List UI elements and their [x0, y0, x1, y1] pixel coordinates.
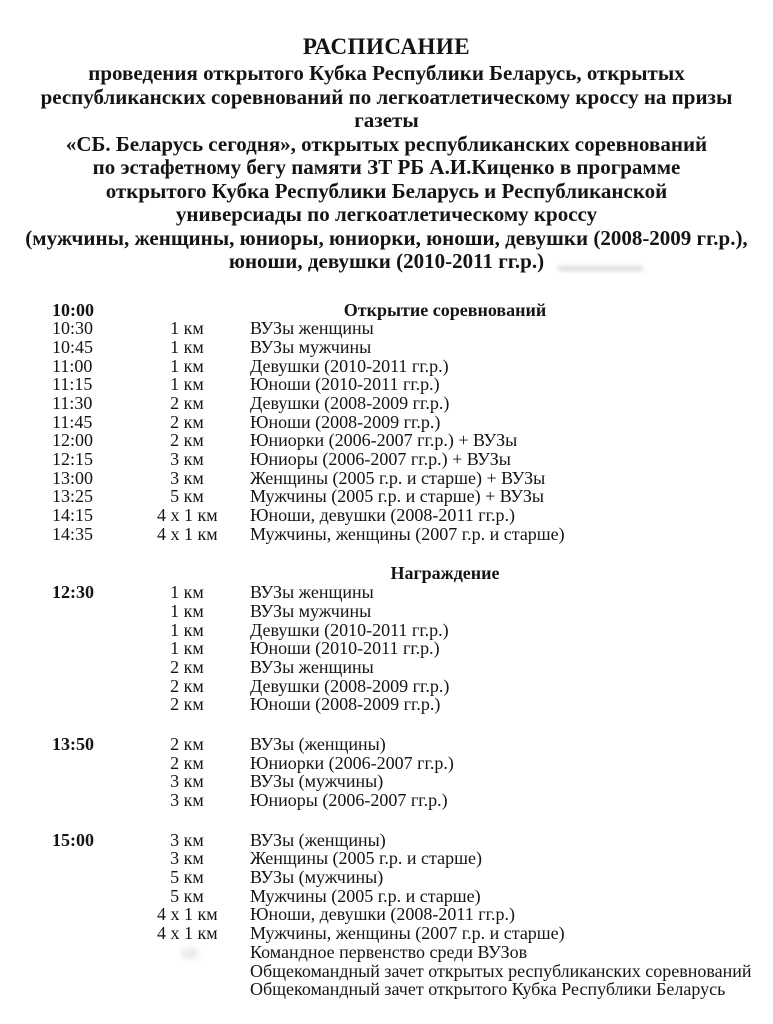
distance-cell: 3 км	[170, 848, 204, 869]
table-row	[52, 677, 757, 696]
distance-cell: 2 км	[170, 752, 204, 773]
distance-cell: 4 х 1 км	[157, 505, 218, 526]
time-cell: 10:30	[52, 318, 94, 339]
time-cell	[52, 791, 157, 810]
time-cell: 15:00	[52, 829, 94, 850]
distance-cell: 4 х 1 км	[157, 523, 218, 544]
time-cell: 13:50	[52, 733, 94, 754]
table-row	[52, 754, 757, 773]
table-row	[52, 695, 757, 714]
time-cell	[52, 905, 157, 924]
distance-cell: 2 км	[170, 694, 204, 715]
time-cell: 11:45	[52, 411, 93, 432]
table-row	[52, 980, 757, 999]
distance-cell: 4 х 1 км	[157, 904, 218, 925]
event-cell: ВУЗы (мужчины)	[250, 867, 384, 888]
distance-cell	[157, 943, 217, 962]
table-row	[52, 887, 757, 906]
distance-cell: 4 х 1 км	[157, 923, 218, 944]
time-cell	[52, 772, 157, 791]
subtitle-line: проведения открытого Кубка Республики Беларусь, открытых	[88, 61, 685, 85]
time-cell	[52, 962, 157, 981]
table-row	[52, 621, 757, 640]
time-cell: 13:00	[52, 467, 94, 488]
table-row	[52, 962, 757, 981]
event-cell: ВУЗы женщины	[250, 582, 374, 603]
schedule-table	[16, 301, 757, 999]
event-cell: Женщины (2005 г.р. и старше)	[250, 848, 482, 869]
time-cell: 10:45	[52, 336, 94, 357]
event-cell: Юниоры (2006-2007 гг.р.) + ВУЗы	[250, 449, 511, 469]
table-row	[52, 868, 757, 887]
time-cell	[52, 564, 157, 583]
table-row	[52, 413, 757, 432]
time-cell	[52, 602, 157, 621]
time-cell: 13:25	[52, 486, 94, 507]
table-row	[52, 639, 757, 658]
event-cell: Мужчины (2005 г.р. и старше)	[250, 885, 481, 906]
table-row	[52, 431, 757, 450]
event-cell: Женщины (2005 г.р. и старше) + ВУЗы	[250, 467, 546, 488]
distance-cell: 2 км	[170, 656, 204, 677]
table-row	[52, 469, 757, 488]
time-cell: 11:15	[52, 374, 93, 395]
table-row	[52, 772, 757, 791]
distance-cell: 5 км	[170, 486, 204, 507]
event-cell: Юниорки (2006-2007 гг.р.) + ВУЗы	[250, 430, 518, 451]
distance-cell: 1 км	[170, 582, 204, 603]
table-row	[52, 450, 757, 469]
distance-cell: 1 км	[170, 600, 204, 621]
subtitle-line: юноши, девушки (2010-2011 гг.р.)	[228, 249, 545, 273]
time-cell: 10:00	[52, 299, 94, 320]
table-row	[52, 394, 757, 413]
distance-cell: 1 км	[170, 318, 204, 339]
event-cell: Мужчины (2005 г.р. и старше) + ВУЗы	[250, 486, 544, 507]
time-cell	[52, 677, 157, 696]
time-cell: 12:15	[52, 449, 94, 469]
event-cell: ВУЗы мужчины	[250, 336, 372, 357]
event-cell: Юноши (2008-2009 гг.р.)	[250, 694, 441, 715]
event-cell: ВУЗы (мужчины)	[250, 771, 384, 792]
event-cell: Командное первенство среди ВУЗов	[250, 941, 528, 962]
table-row	[52, 375, 757, 394]
event-cell: Девушки (2010-2011 гг.р.)	[250, 355, 449, 376]
event-cell: Награждение	[390, 563, 500, 584]
time-cell	[52, 639, 157, 658]
distance-cell: 3 км	[170, 467, 204, 488]
event-cell: ВУЗы мужчины	[250, 600, 372, 621]
event-cell: ВУЗы женщины	[250, 656, 374, 677]
distance-cell: 2 км	[170, 675, 204, 696]
document-title: РАСПИСАНИЕ	[302, 34, 471, 59]
subtitle-line: республиканских соревнований по легкоатлетическому кроссу на призы газеты	[40, 84, 733, 132]
event-cell: ВУЗы (женщины)	[250, 829, 386, 850]
event-cell: Юниорки (2006-2007 гг.р.)	[250, 752, 454, 773]
time-cell	[52, 695, 157, 714]
distance-cell: 1 км	[170, 336, 204, 357]
time-cell	[52, 924, 157, 943]
subtitle-line: (мужчины, женщины, юниоры, юниорки, юноши, девушки (2008-2009 гг.р.),	[25, 225, 748, 250]
time-cell	[52, 868, 157, 887]
table-row	[52, 487, 757, 506]
table-row	[52, 357, 757, 376]
distance-cell: 1 км	[170, 638, 204, 659]
time-cell	[52, 887, 157, 906]
time-cell: 14:35	[52, 523, 94, 544]
time-cell	[52, 658, 157, 677]
table-row	[52, 735, 757, 754]
event-cell: Общекомандный зачет открытого Кубка Республики Беларусь	[250, 979, 726, 1000]
distance-cell	[157, 564, 217, 583]
distance-cell: 5 км	[170, 885, 204, 906]
time-cell: 12:30	[52, 582, 94, 603]
distance-cell: 2 км	[170, 411, 204, 432]
time-cell	[52, 621, 157, 640]
time-cell: 11:00	[52, 355, 93, 376]
subtitle-line: универсиады по легкоатлетическому кроссу	[175, 202, 598, 226]
table-row	[52, 658, 757, 677]
event-cell: Юноши (2008-2009 гг.р.)	[250, 411, 441, 432]
distance-cell: 3 км	[170, 771, 204, 792]
document-header	[16, 34, 757, 274]
event-cell: Юноши, девушки (2008-2011 гг.р.)	[250, 505, 515, 526]
event-cell: Открытие соревнований	[343, 299, 547, 320]
distance-cell: 1 км	[170, 374, 204, 395]
table-row	[52, 525, 757, 544]
table-row	[52, 924, 757, 943]
table-row	[52, 301, 757, 320]
table-row	[52, 338, 757, 357]
table-row	[52, 602, 757, 621]
time-cell: 12:00	[52, 430, 94, 451]
table-row	[52, 791, 757, 810]
time-cell	[52, 943, 157, 962]
time-cell	[52, 849, 157, 868]
event-cell: Юноши, девушки (2008-2011 гг.р.)	[250, 904, 515, 925]
event-cell: ВУЗы (женщины)	[250, 733, 386, 754]
distance-cell	[157, 980, 217, 999]
distance-cell: 2 км	[170, 430, 204, 451]
time-cell	[52, 754, 157, 773]
distance-cell: 3 км	[170, 790, 204, 810]
table-row	[52, 905, 757, 924]
distance-cell: 3 км	[170, 449, 204, 469]
subtitle-line: по эстафетному бегу памяти ЗТ РБ А.И.Киценко в программе	[92, 155, 681, 179]
distance-cell: 2 км	[170, 733, 204, 754]
table-row	[52, 564, 757, 583]
time-cell: 14:15	[52, 505, 94, 526]
time-cell: 11:30	[52, 392, 93, 413]
event-cell: Юниоры (2006-2007 гг.р.)	[250, 790, 448, 810]
document-subtitle	[16, 62, 757, 274]
event-cell: Девушки (2010-2011 гг.р.)	[250, 619, 449, 640]
distance-cell	[157, 962, 217, 981]
distance-cell	[157, 301, 217, 320]
event-cell: Девушки (2008-2009 гг.р.)	[250, 392, 450, 413]
distance-cell: 1 км	[170, 619, 204, 640]
event-cell: Общекомандный зачет открытых республиканских соревнований	[250, 960, 752, 981]
distance-cell: 3 км	[170, 829, 204, 850]
event-cell: Мужчины, женщины (2007 г.р. и старше)	[250, 923, 565, 944]
table-row	[52, 506, 757, 525]
event-cell: Юноши (2010-2011 гг.р.)	[250, 374, 440, 395]
distance-cell: 2 км	[170, 392, 204, 413]
table-row	[52, 319, 757, 338]
subtitle-line: «СБ. Беларусь сегодня», открытых республиканских соревнований	[65, 131, 708, 156]
table-row	[52, 583, 757, 602]
table-row	[52, 831, 757, 850]
event-cell: ВУЗы женщины	[250, 318, 374, 339]
distance-cell: 1 км	[170, 355, 204, 376]
subtitle-line: открытого Кубка Республики Беларусь и Республиканской	[105, 178, 668, 203]
distance-cell: 5 км	[170, 867, 204, 888]
table-row	[52, 943, 757, 962]
time-cell	[52, 980, 157, 999]
event-cell: Девушки (2008-2009 гг.р.)	[250, 675, 450, 696]
event-cell: Юноши (2010-2011 гг.р.)	[250, 638, 440, 659]
event-cell: Мужчины, женщины (2007 г.р. и старше)	[250, 523, 565, 544]
table-row	[52, 849, 757, 868]
